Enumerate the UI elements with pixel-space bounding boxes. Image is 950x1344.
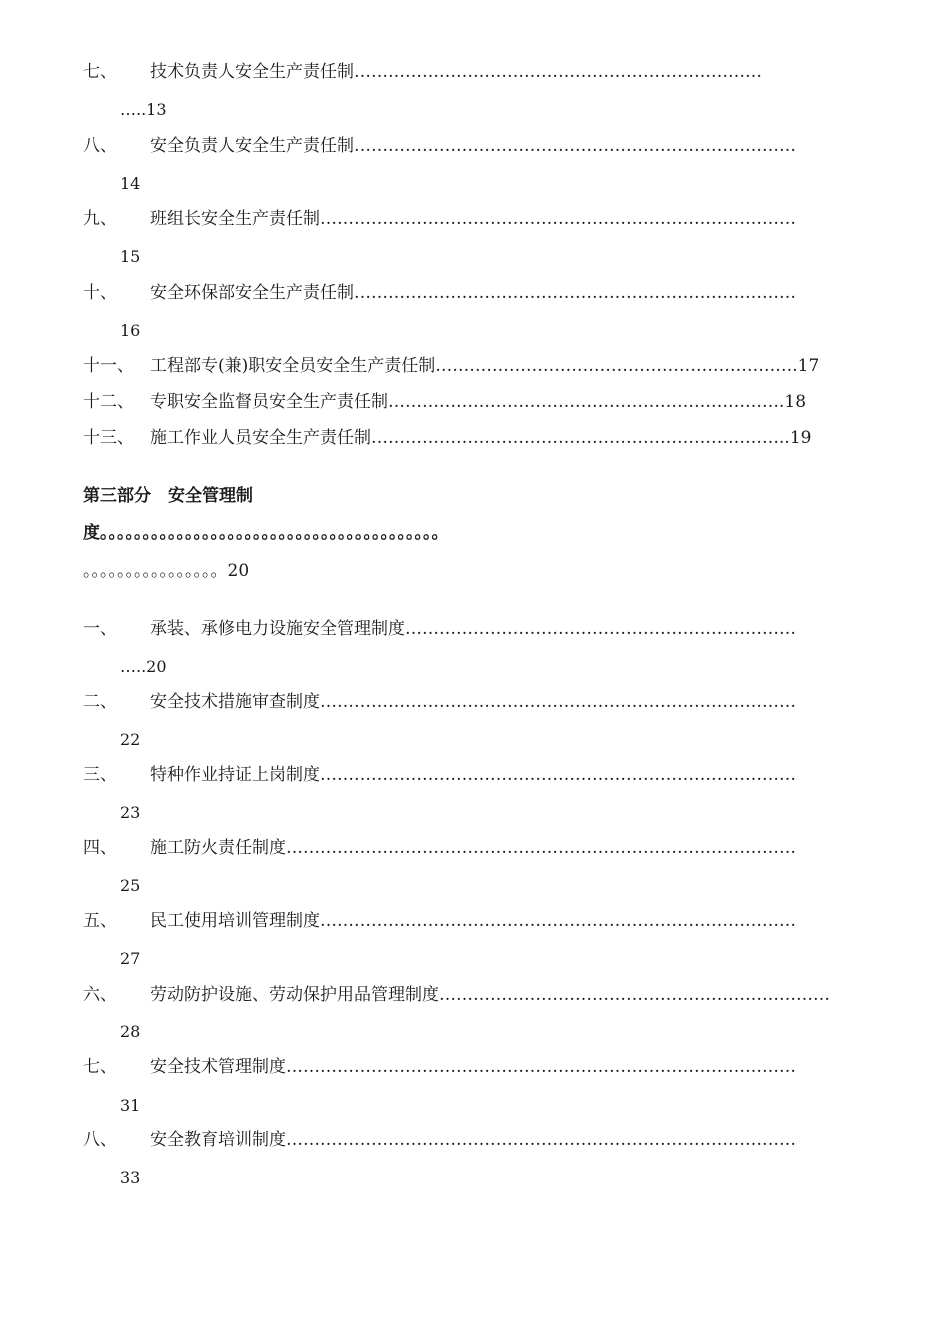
section-heading-leader: 度。。。。。。。。。。。。。。。。。。。。。。。。。。。。。。。。。。。。。。。。 [83, 523, 449, 543]
toc-entry[interactable] [83, 61, 762, 83]
entry-number: 一、 [83, 619, 117, 639]
entry-title: 安全技术措施审查制度 [150, 692, 320, 712]
entry-number: 九、 [83, 209, 117, 229]
entry-leader: ………………………………………………………………………… [320, 765, 796, 785]
toc-entry[interactable] [83, 764, 796, 786]
entry-page-number: 14 [120, 174, 141, 193]
entry-title: 劳动防护设施、劳动保护用品管理制度 [150, 985, 439, 1005]
entry-title: 施工防火责任制度 [150, 838, 286, 858]
entry-leader: …………………………………………………………………… [354, 136, 796, 156]
entry-page-number: 16 [120, 321, 141, 340]
entry-title: 安全环保部安全生产责任制 [150, 283, 354, 303]
toc-entry[interactable] [83, 691, 796, 713]
entry-page-number: 33 [120, 1168, 141, 1187]
toc-entry[interactable] [83, 1129, 796, 1151]
toc-entry[interactable] [83, 135, 796, 157]
entry-page-number: 23 [120, 803, 141, 822]
entry-page-number: 31 [120, 1096, 141, 1115]
entry-number: 十三、 [83, 428, 134, 448]
entry-page-number: …..13 [120, 100, 167, 119]
entry-title: 技术负责人安全生产责任制 [150, 62, 354, 82]
entry-number: 十一、 [83, 356, 134, 376]
entry-page-number: 19 [789, 428, 812, 448]
entry-leader: ……………………………………………………………… [354, 62, 762, 82]
entry-number: 七、 [83, 1057, 117, 1077]
entry-leader: ……………………………………………………………. [388, 392, 785, 412]
entry-number: 八、 [83, 1130, 117, 1150]
entry-leader: …………………………………………………………………… [354, 283, 796, 303]
toc-entry[interactable] [83, 1056, 796, 1078]
entry-title: 专职安全监督员安全生产责任制 [150, 392, 388, 412]
entry-number: 十、 [83, 283, 117, 303]
entry-leader: …………………………………………………………… [439, 985, 830, 1005]
entry-leader: ……………………………………………………………………………… [286, 1130, 796, 1150]
entry-number: 四、 [83, 838, 117, 858]
entry-page-number: 17 [797, 356, 820, 376]
toc-entry[interactable] [83, 427, 811, 449]
entry-number: 五、 [83, 911, 117, 931]
entry-title: 班组长安全生产责任制 [150, 209, 320, 229]
entry-title: 安全负责人安全生产责任制 [150, 136, 354, 156]
entry-number: 八、 [83, 136, 117, 156]
entry-page-number: …..20 [120, 657, 167, 676]
section-heading-page: 。。。。。。。。。。。。。。。。20 [83, 561, 250, 581]
entry-page-number: 25 [120, 876, 141, 895]
entry-leader: …………………………………………………………… [405, 619, 796, 639]
toc-entry[interactable] [83, 391, 806, 413]
toc-entry[interactable] [83, 910, 796, 932]
section-heading[interactable]: 第三部分 安全管理制 [83, 486, 253, 506]
entry-page-number: 18 [784, 392, 807, 412]
entry-number: 二、 [83, 692, 117, 712]
entry-leader: ………………………………………………………. [435, 356, 798, 376]
entry-number: 七、 [83, 62, 117, 82]
entry-page-number: 28 [120, 1022, 141, 1041]
toc-entry[interactable] [83, 837, 796, 859]
entry-page-number: 15 [120, 247, 141, 266]
entry-title: 安全技术管理制度 [150, 1057, 286, 1077]
entry-title: 工程部专(兼)职安全员安全生产责任制 [150, 356, 436, 376]
entry-leader: ………………………………………………………………………… [320, 911, 796, 931]
entry-title: 民工使用培训管理制度 [150, 911, 320, 931]
entry-leader: ……………………………………………………………….. [371, 428, 790, 448]
entry-page-number: 27 [120, 949, 141, 968]
entry-title: 施工作业人员安全生产责任制 [150, 428, 371, 448]
entry-number: 三、 [83, 765, 117, 785]
entry-leader: ………………………………………………………………………… [320, 692, 796, 712]
entry-leader: ……………………………………………………………………………… [286, 1057, 796, 1077]
entry-title: 承装、承修电力设施安全管理制度 [150, 619, 405, 639]
entry-leader: ………………………………………………………………………… [320, 209, 796, 229]
toc-entry[interactable] [83, 355, 819, 377]
entry-page-number: 22 [120, 730, 141, 749]
entry-leader: ……………………………………………………………………………… [286, 838, 796, 858]
toc-entry[interactable] [83, 984, 830, 1006]
entry-title: 特种作业持证上岗制度 [150, 765, 320, 785]
entry-number: 十二、 [83, 392, 134, 412]
entry-number: 六、 [83, 985, 117, 1005]
toc-entry[interactable] [83, 208, 796, 230]
toc-entry[interactable] [83, 618, 796, 640]
entry-title: 安全教育培训制度 [150, 1130, 286, 1150]
toc-entry[interactable] [83, 282, 796, 304]
